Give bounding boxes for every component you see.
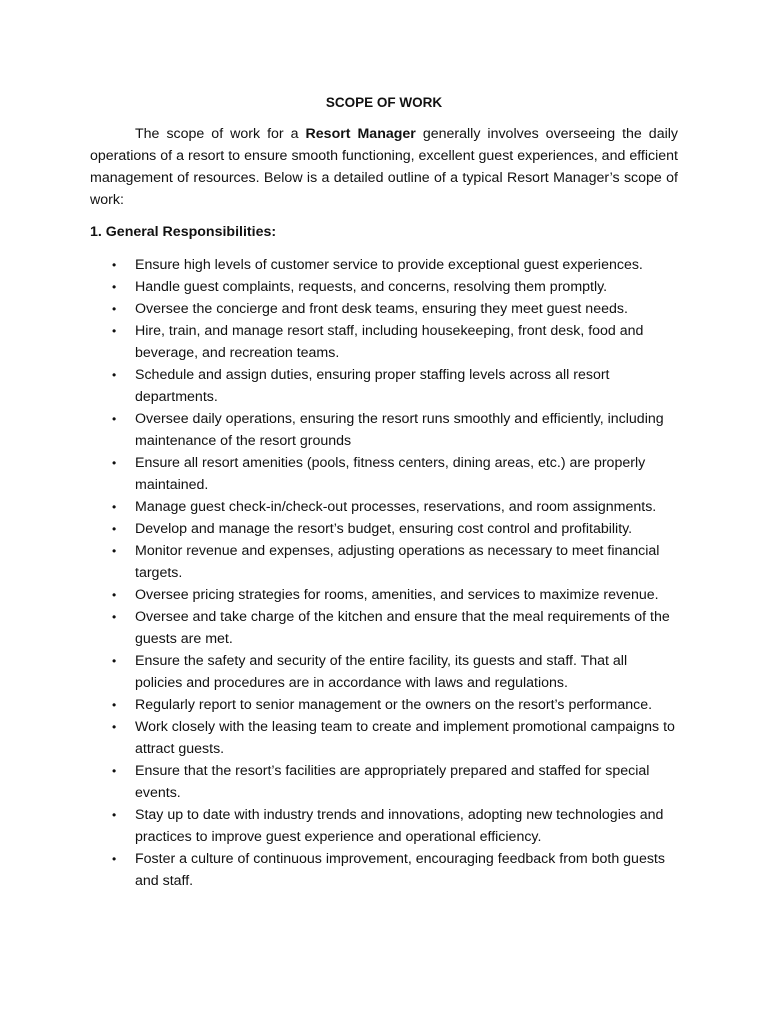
list-item [90,496,678,518]
intro-text-after: generally involves overseeing the daily operations of a resort to ensure smooth functioning, excellent guest experiences, and efficient management of resources. Below is a detailed outline of a typical Resort Manager’s scope of work: [90,126,678,208]
list-item-text: Work closely with the leasing team to create and implement promotional campaigns to attract guests. [135,719,675,757]
bullet-icon: • [112,302,117,316]
list-item-text: Oversee and take charge of the kitchen and ensure that the meal requirements of the guests are met. [135,609,670,647]
list-item [90,254,678,276]
bullet-icon: • [112,852,117,866]
list-item-text: Stay up to date with industry trends and innovations, adopting new technologies and practices to improve guest experience and operational efficiency. [135,807,664,845]
bullet-icon: • [112,456,117,470]
intro-text-before: The scope of work for a [135,126,306,142]
list-item [90,452,678,496]
bullet-icon: • [112,368,117,382]
list-item [90,540,678,584]
list-item [90,518,678,540]
list-item [90,364,678,408]
bullet-icon: • [112,544,117,558]
bullet-icon: • [112,808,117,822]
list-item-text: Foster a culture of continuous improvement, encouraging feedback from both guests and staff. [135,851,665,889]
list-item [90,320,678,364]
list-item-text: Handle guest complaints, requests, and concerns, resolving them promptly. [135,279,608,295]
section-heading: 1. General Responsibilities: [90,224,277,240]
list-item [90,694,678,716]
list-item [90,298,678,320]
intro-paragraph [90,123,678,211]
page-title: SCOPE OF WORK [325,95,443,110]
list-item [90,584,678,606]
bullet-icon: • [112,764,117,778]
list-item-text: Ensure the safety and security of the entire facility, its guests and staff. That all policies and procedures are in accordance with laws and regulations. [135,653,628,691]
bullet-icon: • [112,412,117,426]
bullet-icon: • [112,500,117,514]
list-item-text: Develop and manage the resort’s budget, ensuring cost control and profitability. [135,521,633,537]
bullet-icon: • [112,654,117,668]
list-item [90,804,678,848]
intro-bold-role: Resort Manager [305,126,416,142]
list-item-text: Oversee daily operations, ensuring the resort runs smoothly and efficiently, including maintenance of the resort grounds [135,411,664,449]
bullet-icon: • [112,588,117,602]
list-item [90,650,678,694]
list-item-text: Monitor revenue and expenses, adjusting operations as necessary to meet financial targets. [135,543,660,581]
list-item-text: Regularly report to senior management or the owners on the resort’s performance. [135,697,653,713]
list-item [90,760,678,804]
list-item [90,848,678,892]
list-item-text: Manage guest check-in/check-out processes, reservations, and room assignments. [135,499,657,515]
list-item [90,276,678,298]
list-item [90,716,678,760]
list-item-text: Hire, train, and manage resort staff, including housekeeping, front desk, food and beverage, and recreation teams. [135,323,644,361]
list-item-text: Oversee the concierge and front desk teams, ensuring they meet guest needs. [135,301,628,317]
list-item-text: Oversee pricing strategies for rooms, amenities, and services to maximize revenue. [135,587,659,603]
bullet-icon: • [112,258,117,272]
bullet-icon: • [112,610,117,624]
bullet-icon: • [112,720,117,734]
responsibilities-list [90,254,678,892]
list-item-text: Ensure high levels of customer service to provide exceptional guest experiences. [135,257,643,273]
list-item [90,606,678,650]
bullet-icon: • [112,324,117,338]
bullet-icon: • [112,280,117,294]
bullet-icon: • [112,522,117,536]
document-page [90,93,678,892]
list-item-text: Schedule and assign duties, ensuring proper staffing levels across all resort departments. [135,367,610,405]
list-item-text: Ensure that the resort’s facilities are appropriately prepared and staffed for special events. [135,763,650,801]
bullet-icon: • [112,698,117,712]
list-item-text: Ensure all resort amenities (pools, fitness centers, dining areas, etc.) are properly maintained. [135,455,646,493]
list-item [90,408,678,452]
